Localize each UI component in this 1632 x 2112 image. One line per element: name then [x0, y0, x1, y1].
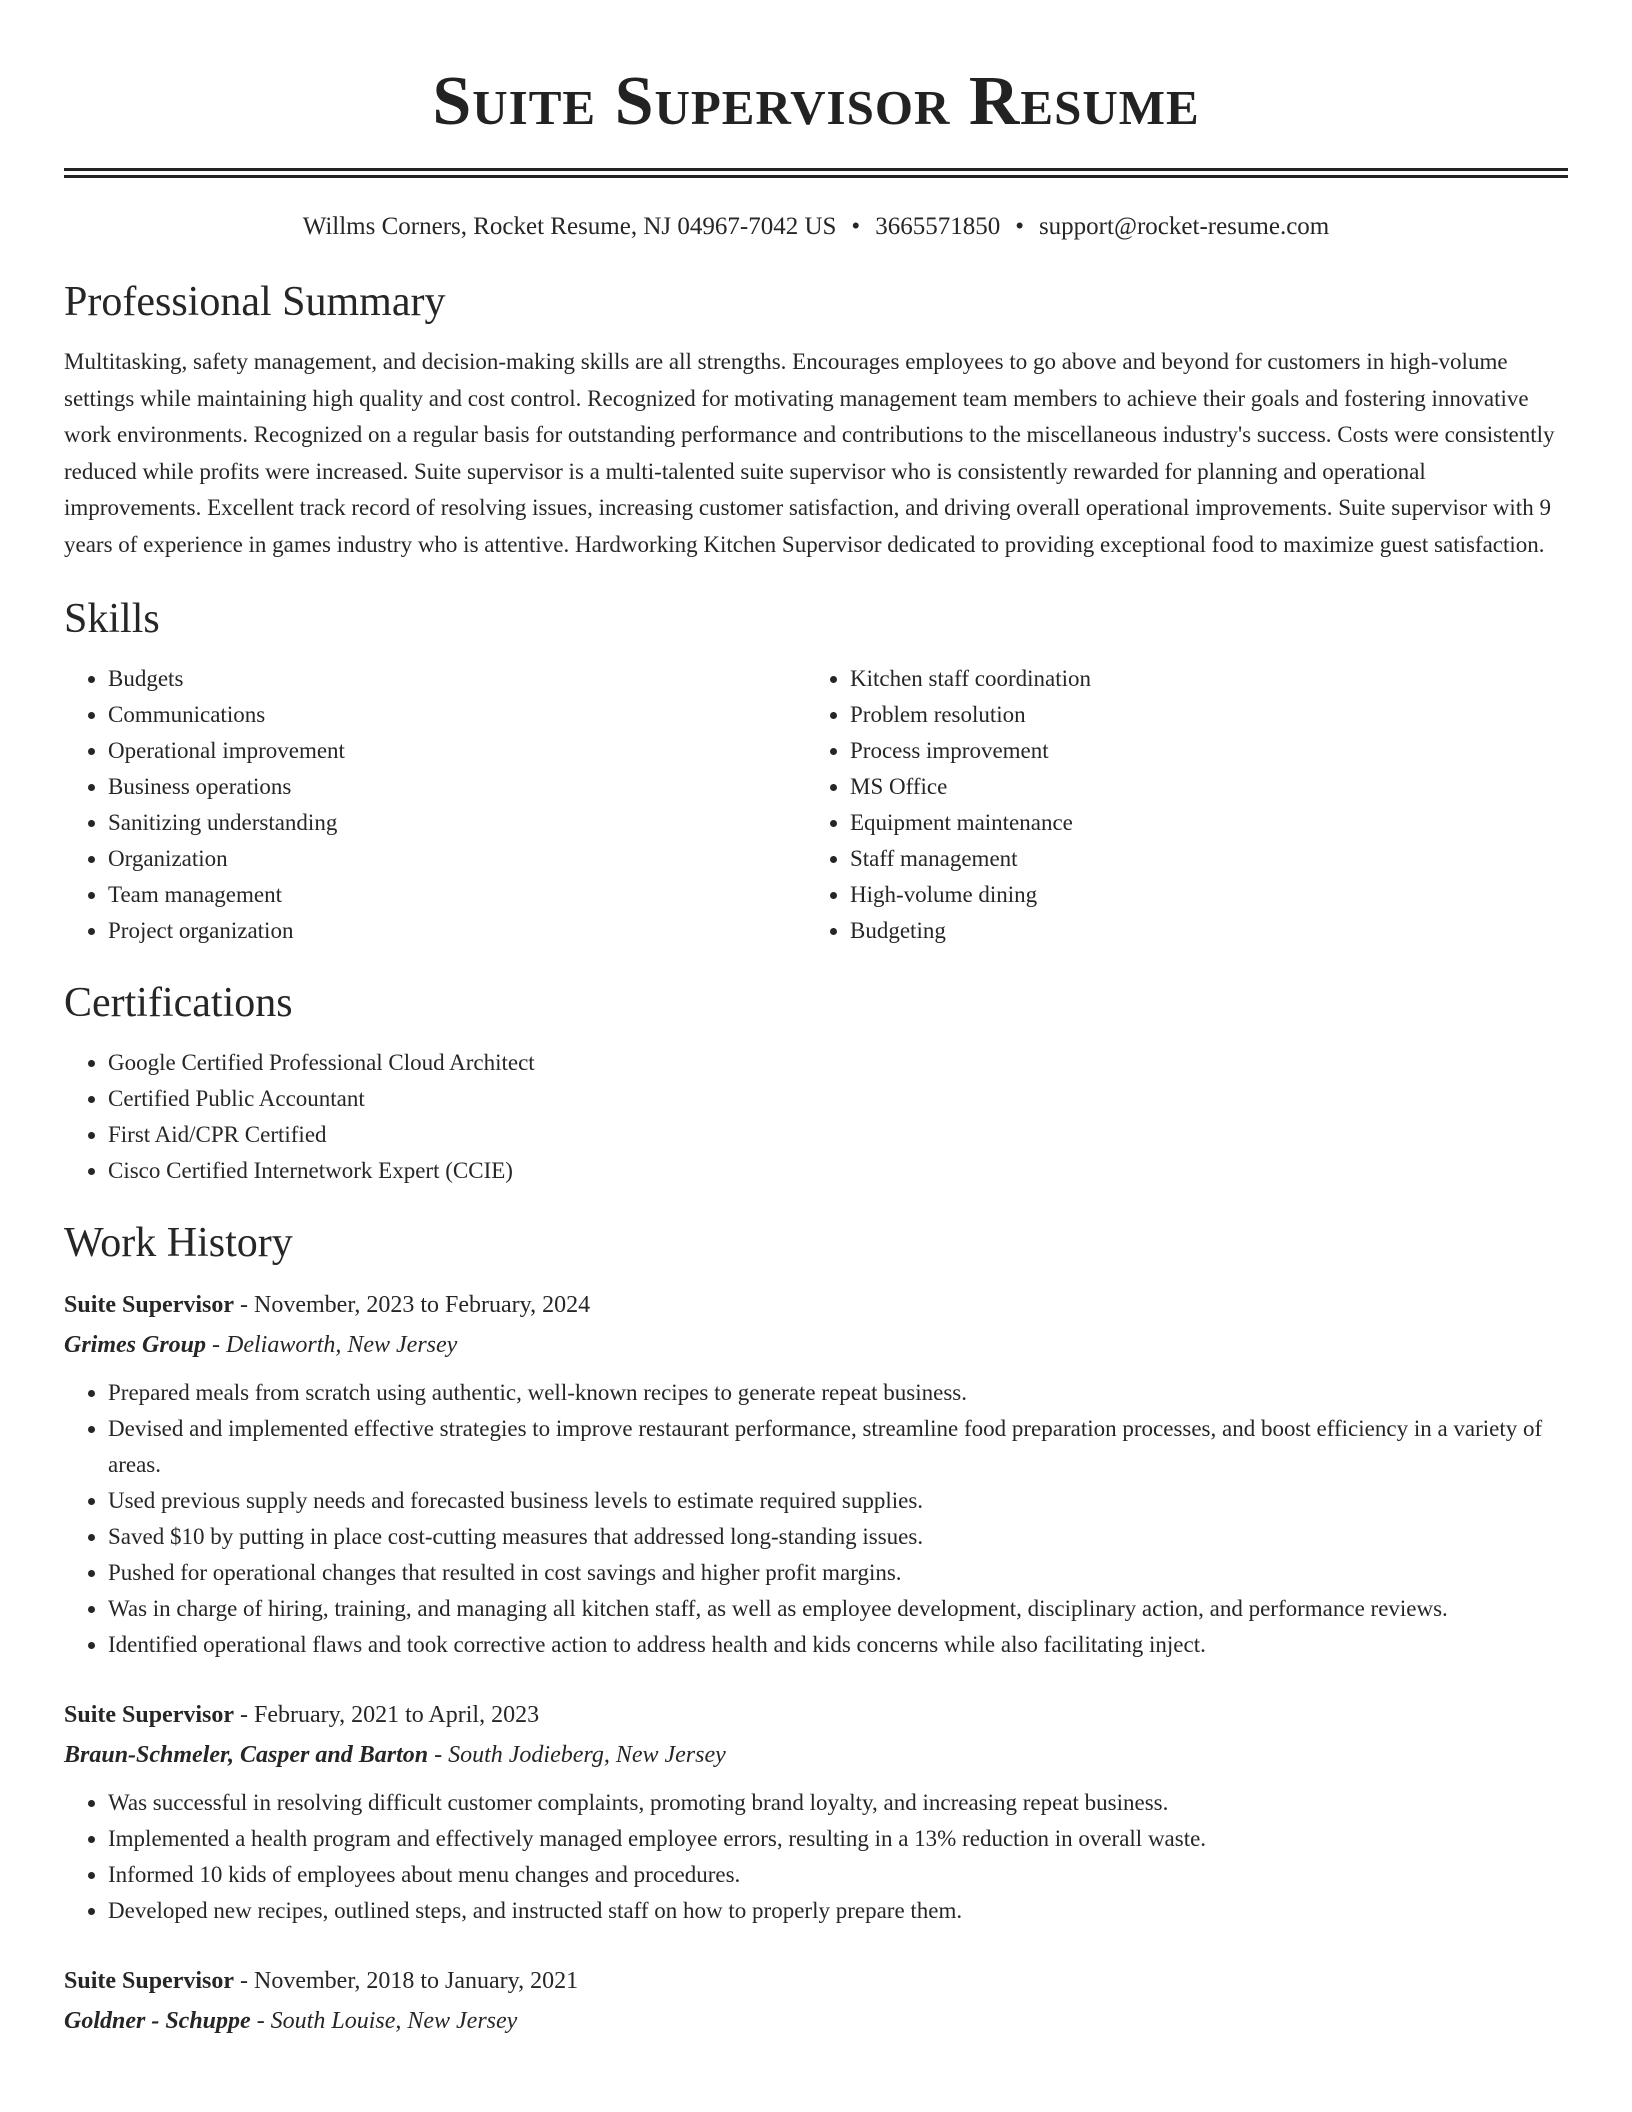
job-bullet: • Implemented a health program and effectively managed employee errors, resulting in a 13% reduction in overall waste.	[108, 1821, 1568, 1857]
company-line	[64, 1325, 1568, 1365]
skill-item: • Kitchen staff coordination	[850, 661, 1548, 697]
job-bullet: • Saved $10 by putting in place cost-cutting measures that addressed long-standing issues.	[108, 1519, 1568, 1555]
contact-line	[64, 210, 1568, 244]
contact-separator: •	[1015, 213, 1024, 240]
job-title: Suite Supervisor	[64, 1702, 235, 1728]
certifications-list	[64, 1045, 1568, 1189]
contact-separator: •	[851, 213, 861, 240]
company-location: - South Louise, New Jersey	[250, 2008, 518, 2034]
summary-heading: Professional Summary	[64, 279, 446, 325]
job-dates: - November, 2023 to February, 2024	[234, 1292, 591, 1318]
job-title-line	[64, 1961, 1568, 2001]
certification-item: • First Aid/CPR Certified	[108, 1117, 1568, 1153]
skill-item: • Problem resolution	[850, 697, 1548, 733]
title-divider	[64, 168, 1568, 178]
job-bullet: • Was in charge of hiring, training, and managing all kitchen staff, as well as employee development, disciplinary action, and performance reviews.	[108, 1591, 1568, 1627]
skill-item: • Staff management	[850, 841, 1548, 877]
job-title: Suite Supervisor	[64, 1292, 235, 1318]
skill-item: • Team management	[108, 877, 806, 913]
job-bullet: • Informed 10 kids of employees about menu changes and procedures.	[108, 1857, 1568, 1893]
certification-item: • Cisco Certified Internetwork Expert (CCIE)	[108, 1153, 1568, 1189]
job-title-line	[64, 1695, 1568, 1735]
skills-heading: Skills	[64, 596, 160, 642]
contact-address: Willms Corners, Rocket Resume, NJ 04967-7042 US	[302, 213, 837, 240]
job-entry	[64, 1285, 1568, 1663]
job-bullets	[64, 1785, 1568, 1929]
skill-item: • Equipment maintenance	[850, 805, 1548, 841]
skill-item: • MS Office	[850, 769, 1548, 805]
job-title-line	[64, 1285, 1568, 1325]
work-history-heading: Work History	[64, 1220, 293, 1266]
skill-item: • Communications	[108, 697, 806, 733]
job-bullet: • Identified operational flaws and took corrective action to address health and kids concerns while also facilitating inject.	[108, 1627, 1568, 1663]
job-entry	[64, 1961, 1568, 2041]
job-title: Suite Supervisor	[64, 1968, 235, 1994]
contact-phone: 3665571850	[875, 213, 1001, 240]
job-bullet: • Devised and implemented effective strategies to improve restaurant performance, streamline food preparation processes, and boost efficiency in a variety of areas.	[108, 1411, 1568, 1483]
certification-item: • Google Certified Professional Cloud Architect	[108, 1045, 1568, 1081]
skill-item: • Business operations	[108, 769, 806, 805]
skills-column-left	[64, 661, 806, 949]
job-bullet: • Pushed for operational changes that resulted in cost savings and higher profit margins.	[108, 1555, 1568, 1591]
skills-list-left	[64, 661, 806, 949]
company-location: - South Jodieberg, New Jersey	[428, 1742, 726, 1768]
company-name: Grimes Group	[64, 1332, 207, 1358]
certifications-heading: Certifications	[64, 980, 293, 1026]
job-dates: - February, 2021 to April, 2023	[234, 1702, 540, 1728]
skill-item: • High-volume dining	[850, 877, 1548, 913]
skills-grid	[64, 661, 1568, 949]
skill-item: • Organization	[108, 841, 806, 877]
skill-item: • Budgets	[108, 661, 806, 697]
skills-list-right	[806, 661, 1548, 949]
company-location: - Deliaworth, New Jersey	[206, 1332, 458, 1358]
skill-item: • Project organization	[108, 913, 806, 949]
job-bullet: • Used previous supply needs and forecasted business levels to estimate required supplies.	[108, 1483, 1568, 1519]
skills-column-right	[806, 661, 1548, 949]
certification-item: • Certified Public Accountant	[108, 1081, 1568, 1117]
job-bullet: • Was successful in resolving difficult customer complaints, promoting brand loyalty, and increasing repeat business.	[108, 1785, 1568, 1821]
skill-item: • Sanitizing understanding	[108, 805, 806, 841]
skill-item: • Operational improvement	[108, 733, 806, 769]
skill-item: • Budgeting	[850, 913, 1548, 949]
job-bullet: • Developed new recipes, outlined steps, and instructed staff on how to properly prepare them.	[108, 1893, 1568, 1929]
job-bullets	[64, 1375, 1568, 1663]
skill-item: • Process improvement	[850, 733, 1548, 769]
job-dates: - November, 2018 to January, 2021	[234, 1968, 579, 1994]
company-name: Braun-Schmeler, Casper and Barton	[64, 1742, 429, 1768]
resume-title: Suite Supervisor Resume	[432, 63, 1200, 140]
company-line	[64, 2001, 1568, 2041]
job-entry	[64, 1695, 1568, 1929]
company-line	[64, 1735, 1568, 1775]
contact-email: support@rocket-resume.com	[1038, 213, 1330, 240]
company-name: Goldner - Schuppe	[64, 2008, 251, 2034]
job-bullet: • Prepared meals from scratch using authentic, well-known recipes to generate repeat business.	[108, 1375, 1568, 1411]
summary-text: Multitasking, safety management, and decision-making skills are all strengths. Encourages employees to go above and beyond for customers in high-volume settings while maintaining high quality and cost control. Recognized for motivating management team members to achieve their goals and fostering innovative work environments. Recognized on a regular basis for outstanding performance and contributions to the miscellaneous industry's success. Costs were consistently reduced while profits were increased. Suite supervisor is a multi-talented suite supervisor who is consistently rewarded for planning and operational improvements. Excellent track record of resolving issues, increasing customer satisfaction, and driving overall operational improvements. Suite supervisor with 9 years of experience in games industry who is attentive. Hardworking Kitchen Supervisor dedicated to providing exceptional food to maximize guest satisfaction.	[64, 349, 1555, 557]
